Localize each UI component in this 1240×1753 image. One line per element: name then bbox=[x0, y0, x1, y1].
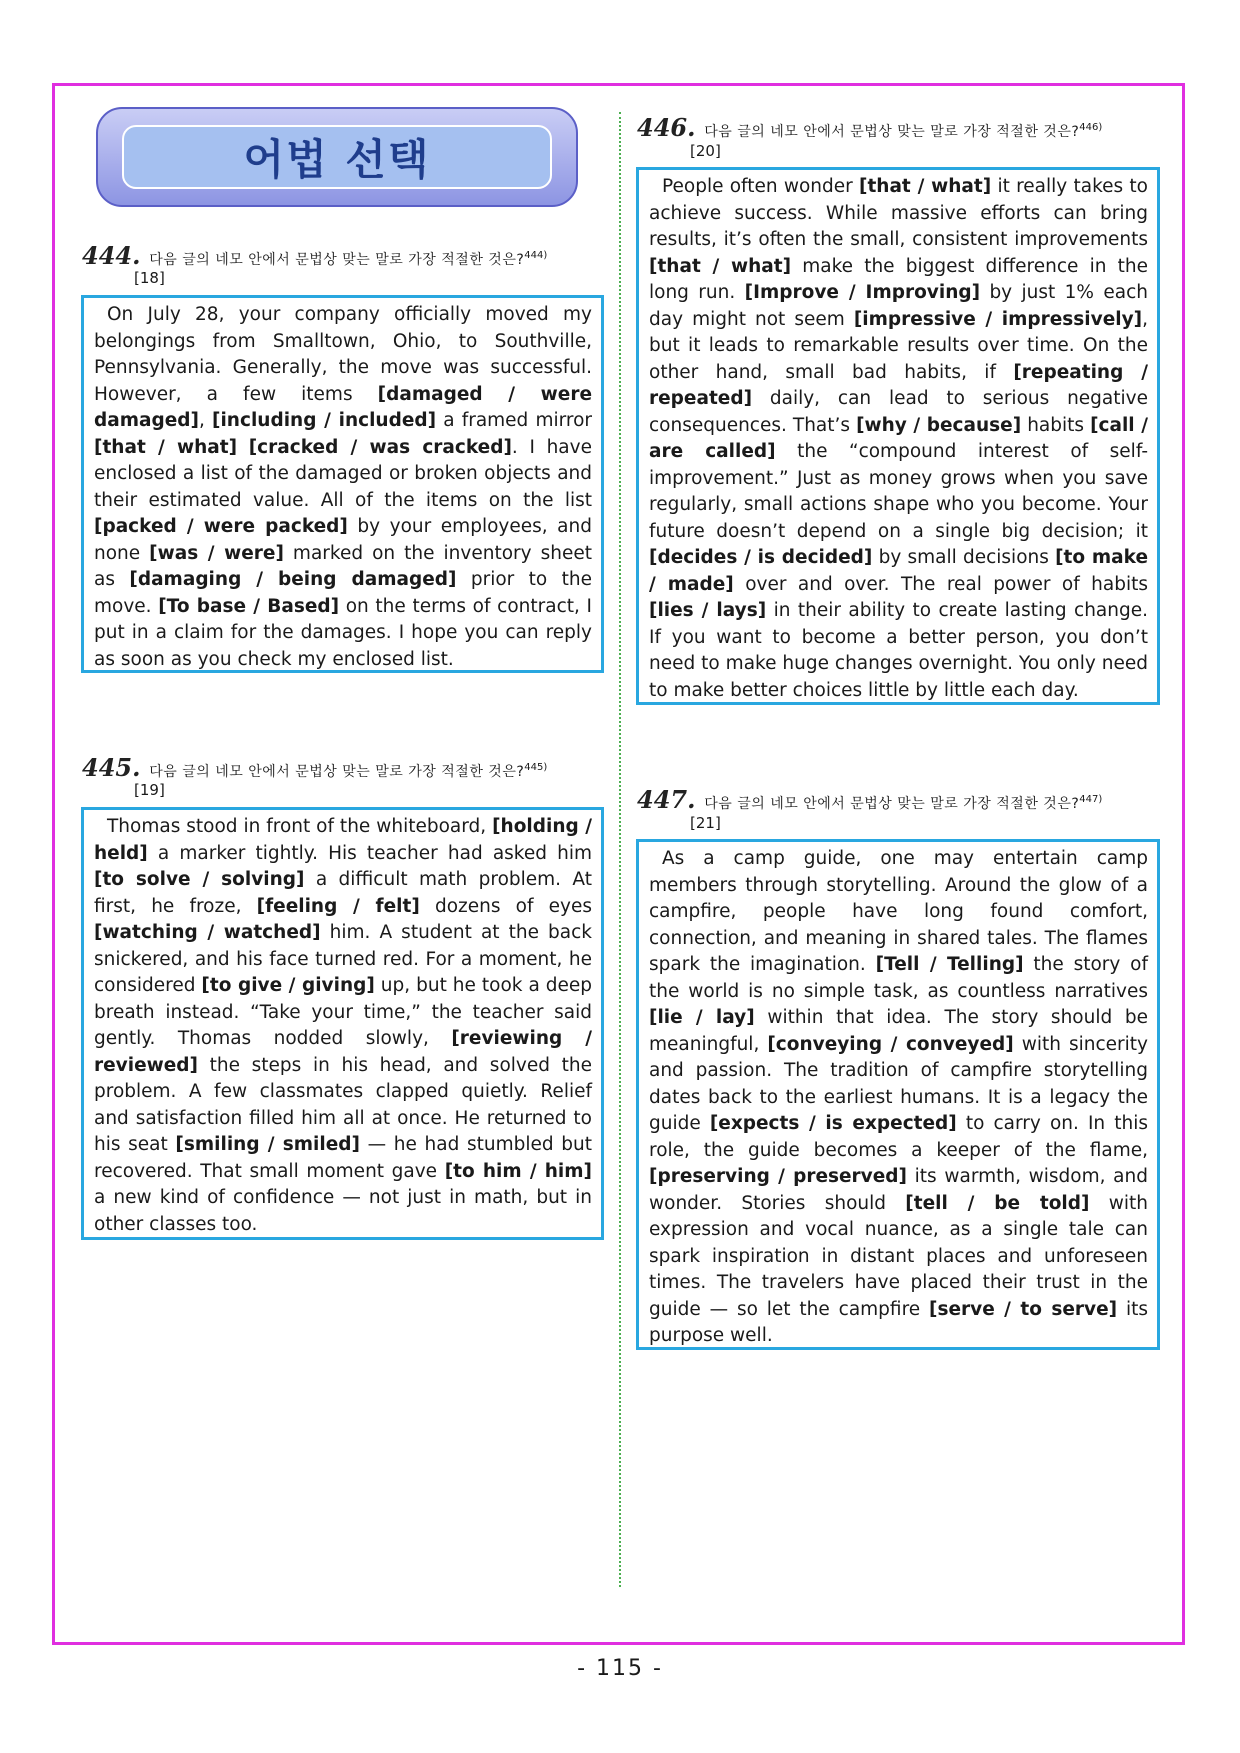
question-ref: 444) bbox=[524, 250, 548, 261]
passage-text: Thomas stood in front of the whiteboard, [holding / held] a marker tightly. His teacher had asked him [to solve / solving] a difficult math problem. At first, he froze, [feeling / felt] dozens of eyes [watching / watched] him. A student at the back snickered, and his face turned red. For a moment, he considered [to give / giving] up, but he took a deep breath instead. “Take your time,” the teacher said gently. Thomas nodded slowly, [reviewing / reviewed] the steps in his head, and solved the problem. A few classmates clapped quietly. Relief and satisfaction filled him all at once. He returned to his seat [smiling / smiled] — he had stumbled but recovered. That small moment gave [to him / him] a new kind of confidence — not just in math, but in other classes too. bbox=[94, 816, 593, 1235]
choice-bracket: [that / what] bbox=[94, 436, 238, 458]
choice-bracket: [reviewing / reviewed] bbox=[94, 1028, 592, 1076]
choice-bracket: [To base / Based] bbox=[158, 595, 340, 617]
question-header-447 bbox=[637, 785, 1103, 814]
question-tag-447: [21] bbox=[690, 814, 721, 832]
question-tag-445: [19] bbox=[134, 781, 165, 799]
choice-bracket: [to give / giving] bbox=[201, 975, 375, 996]
question-number: 447. bbox=[637, 785, 696, 814]
choice-bracket: [that / what] bbox=[858, 176, 992, 197]
question-number: 445. bbox=[82, 753, 141, 782]
choice-bracket: [to make / made] bbox=[649, 547, 1148, 595]
choice-bracket: [repeating / repeated] bbox=[649, 361, 1149, 409]
choice-bracket: [watching / watched] bbox=[94, 922, 321, 943]
choice-bracket: [expects / is expected] bbox=[709, 1113, 957, 1134]
question-instruction: 다음 글의 네모 안에서 문법상 맞는 말로 가장 적절한 것은? bbox=[149, 252, 525, 268]
choice-bracket: [lie / lay] bbox=[649, 1007, 755, 1028]
choice-bracket: [impressive / impressively] bbox=[853, 308, 1143, 330]
choice-bracket: [that / what] bbox=[649, 255, 792, 277]
title-inner bbox=[122, 125, 552, 189]
choice-bracket: [Improve / Improving] bbox=[744, 282, 981, 303]
passage-text: On July 28, your company officially moved my belongings from Smalltown, Ohio, to Southville, Pennsylvania. Generally, the move was successful. However, a few items [damaged / were damaged], [including / included] a framed mirror [that / what] [cracked / was cracked]. I have enclosed a list of the damaged or broken objects and their estimated value. All of the items on the list [packed / were packed] by your employees, and none [was / were] marked on the inventory sheet as [damaging / being damaged] prior to the move. [To base / Based] on the terms of contract, I put in a claim for the damages. I hope you can reply as soon as you check my enclosed list. bbox=[94, 304, 593, 670]
choice-bracket: [serve / to serve] bbox=[929, 1298, 1118, 1320]
question-header-445 bbox=[82, 753, 548, 782]
question-number: 444. bbox=[82, 241, 141, 270]
title-badge bbox=[96, 107, 578, 207]
question-header-446 bbox=[637, 113, 1103, 142]
choice-bracket: [to him / him] bbox=[444, 1160, 592, 1182]
choice-bracket: [conveying / conveyed] bbox=[767, 1033, 1014, 1055]
choice-bracket: [cracked / was cracked] bbox=[248, 436, 512, 458]
choice-bracket: [damaging / being damaged] bbox=[129, 569, 457, 590]
passage-box-446 bbox=[636, 167, 1160, 705]
choice-bracket: [smiling / smiled] bbox=[175, 1134, 360, 1155]
question-ref: 447) bbox=[1079, 794, 1103, 805]
choice-bracket: [was / were] bbox=[149, 542, 284, 564]
choice-bracket: [damaged / were damaged] bbox=[94, 383, 592, 431]
passage-box-444 bbox=[81, 295, 604, 673]
question-instruction: 다음 글의 네모 안에서 문법상 맞는 말로 가장 적절한 것은? bbox=[149, 764, 525, 780]
passage-text: People often wonder [that / what] it really takes to achieve success. While massive efforts can bring results, it’s often the small, consistent improvements [that / what] make the biggest difference in the long run. [Improve / Improving] by just 1% each day might not seem [impressive / impressively], but it leads to remarkable results over time. On the other hand, small bad habits, if [repeating / repeated] daily, can lead to serious negative consequences. That’s [why / because] habits [call / are called] the “compound interest of self-improvement.” Just as money grows when you save regularly, small actions shape who you become. Your future doesn’t depend on a single big decision; it [decides / is decided] by small decisions [to make / made] over and over. The real power of habits [lies / lays] in their ability to create lasting change. If you want to become a better person, you don’t need to make huge changes overnight. You only need to make better choices little by little each day. bbox=[649, 176, 1149, 701]
question-header-444 bbox=[82, 241, 548, 270]
passage-box-447 bbox=[636, 839, 1160, 1350]
choice-bracket: [lies / lays] bbox=[649, 600, 767, 621]
page-number: - 115 - bbox=[577, 1656, 663, 1681]
question-instruction: 다음 글의 네모 안에서 문법상 맞는 말로 가장 적절한 것은? bbox=[704, 796, 1080, 812]
choice-bracket: [Tell / Telling] bbox=[875, 954, 1024, 975]
choice-bracket: [why / because] bbox=[856, 414, 1022, 436]
question-ref: 446) bbox=[1079, 122, 1103, 133]
choice-bracket: [to solve / solving] bbox=[94, 869, 305, 890]
page-title: 어법 선택 bbox=[243, 135, 431, 184]
choice-bracket: [preserving / preserved] bbox=[649, 1166, 907, 1187]
choice-bracket: [call / are called] bbox=[649, 414, 1148, 462]
choice-bracket: [feeling / felt] bbox=[256, 895, 420, 917]
passage-text: As a camp guide, one may entertain camp members through storytelling. Around the glow of a campfire, people have long found comfort, connection, and meaning in shared tales. The flames spark the imagination. [Tell / Telling] the story of the world is no simple task, as countless narratives [lie / lay] within that idea. The story should be meaningful, [conveying / conveyed] with sincerity and passion. The tradition of campfire storytelling dates back to the earliest humans. It is a legacy the guide [expects / is expected] to carry on. In this role, the guide becomes a keeper of the flame, [preserving / preserved] its warmth, wisdom, and wonder. Stories should [tell / be told] with expression and vocal nuance, as a single tale can spark inspiration in distant places and unforeseen times. The travelers have placed their trust in the guide — so let the campfire [serve / to serve] its purpose well. bbox=[649, 848, 1149, 1346]
choice-bracket: [decides / is decided] bbox=[649, 547, 873, 568]
question-number: 446. bbox=[637, 113, 696, 142]
choice-bracket: [holding / held] bbox=[94, 816, 593, 864]
question-tag-446: [20] bbox=[690, 142, 721, 160]
question-tag-444: [18] bbox=[134, 269, 165, 287]
passage-box-445 bbox=[81, 807, 604, 1240]
choice-bracket: [tell / be told] bbox=[905, 1192, 1090, 1214]
question-instruction: 다음 글의 네모 안에서 문법상 맞는 말로 가장 적절한 것은? bbox=[704, 124, 1080, 140]
column-divider bbox=[619, 112, 621, 1587]
choice-bracket: [packed / were packed] bbox=[94, 516, 348, 537]
choice-bracket: [including / included] bbox=[212, 410, 437, 431]
question-ref: 445) bbox=[524, 762, 548, 773]
